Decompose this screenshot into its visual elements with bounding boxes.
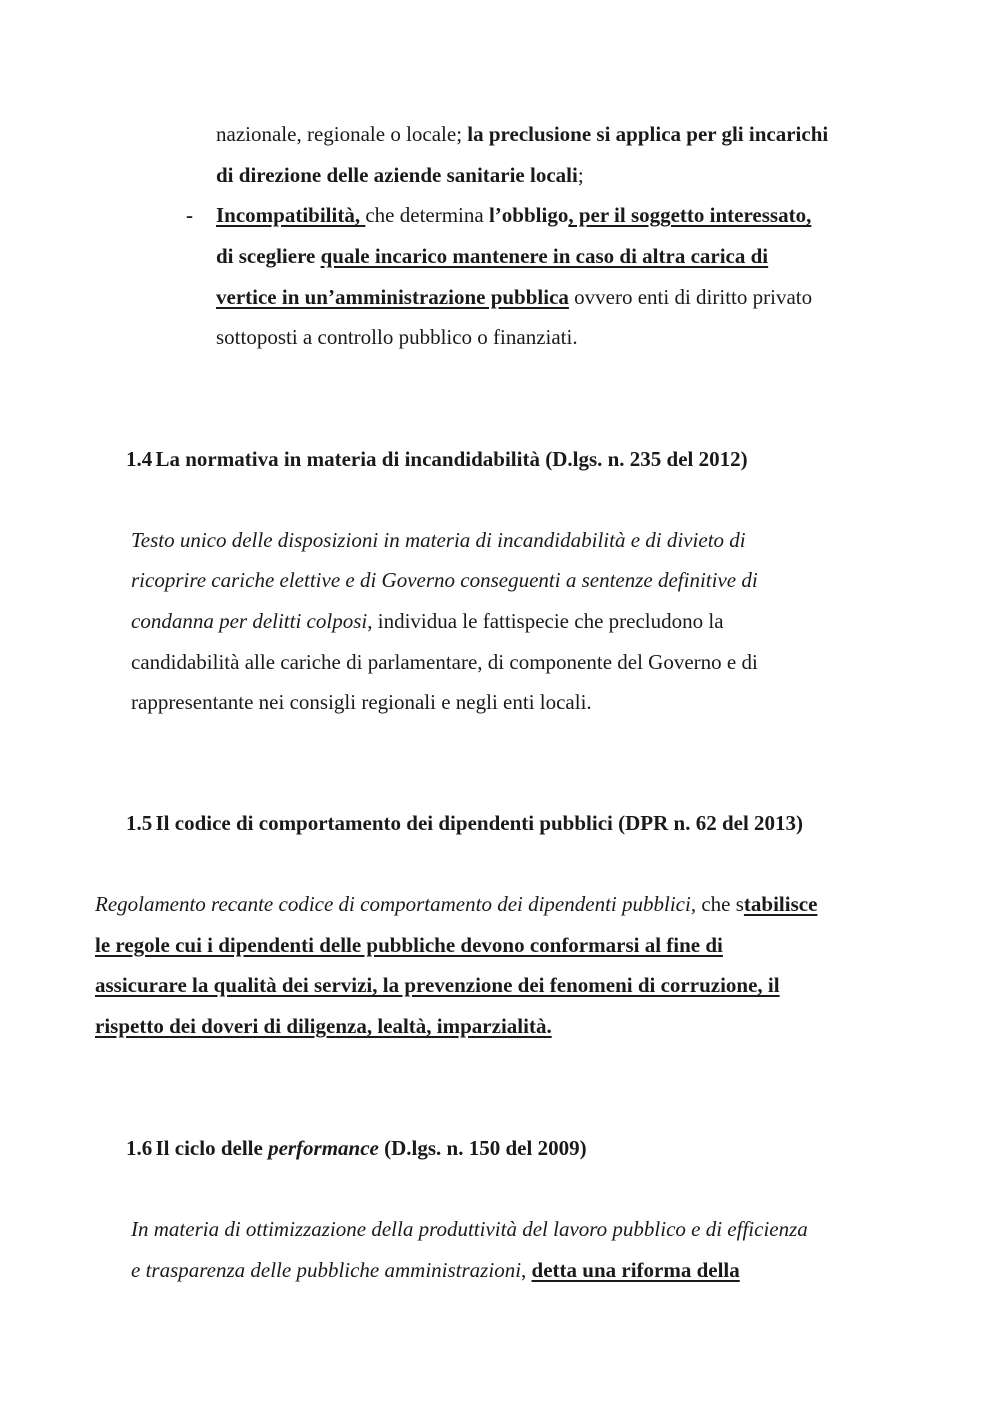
section-heading-1-4 <box>126 445 748 473</box>
text-run: , che s <box>690 892 744 916</box>
section-1-4-paragraph-line-1: Testo unico delle disposizioni in materia di incandidabilità e di divieto di <box>131 528 746 552</box>
section-title: La normativa in materia di incandidabilità (D.lgs. n. 235 del 2012) <box>155 447 748 471</box>
section-number: 1.6 <box>126 1136 153 1160</box>
section-1-4-paragraph-line-4: candidabilità alle cariche di parlamentare, di componente del Governo e di <box>131 650 758 674</box>
section-1-5-paragraph-line-3: assicurare la qualità dei servizi, la prevenzione dei fenomeni di corruzione, il <box>95 973 780 997</box>
bold-underlined-run: vertice in un’amministrazione pubblica <box>216 285 569 309</box>
list-item-incompatibilita-line-1 <box>216 201 811 229</box>
bold-text-run: l’obbligo <box>488 203 569 227</box>
bold-text-run: la preclusione si applica per gli incarichi <box>467 122 829 146</box>
section-1-6-paragraph-line-2 <box>131 1256 740 1284</box>
list-continuation-line-1 <box>216 120 828 148</box>
italic-text-run: condanna per delitti colposi <box>131 609 368 633</box>
italic-text-run: e trasparenza delle pubbliche amministrazioni <box>131 1258 522 1282</box>
section-1-4-paragraph-line-3 <box>131 607 724 635</box>
bold-text-run: di scegliere <box>216 244 321 268</box>
section-1-4-paragraph-line-5: rappresentante nei consigli regionali e negli enti locali. <box>131 690 592 714</box>
section-title: Il codice di comportamento dei dipendenti pubblici (DPR n. 62 del 2013) <box>155 811 804 835</box>
italic-text-run: Regolamento recante codice di comportamento dei dipendenti pubblici <box>95 892 691 916</box>
text-run: sottoposti a controllo pubblico o finanziati. <box>216 325 578 349</box>
list-bullet-dash: - <box>186 203 193 227</box>
term-incompatibilita: Incompatibilità, <box>216 203 366 227</box>
section-number: 1.5 <box>126 811 153 835</box>
bold-underlined-run: tabilisce <box>743 892 818 916</box>
section-heading-1-6 <box>126 1134 587 1162</box>
list-item-incompatibilita-line-2 <box>216 242 768 270</box>
list-item-incompatibilita-line-3 <box>216 283 812 311</box>
bold-underlined-run: , per il soggetto interessato, <box>568 203 812 227</box>
section-title-italic-part: performance <box>268 1136 379 1160</box>
text-run: che determina <box>365 203 489 227</box>
section-1-5-paragraph-line-4: rispetto dei doveri di diligenza, lealtà, imparzialità. <box>95 1014 552 1038</box>
list-item-incompatibilita-line-4 <box>216 323 578 351</box>
bold-text-run: di direzione delle aziende sanitarie locali <box>216 163 578 187</box>
text-run: ovvero enti di diritto privato <box>568 285 813 309</box>
bold-underlined-run: detta una riforma della <box>531 1258 740 1282</box>
bold-underlined-run: quale incarico mantenere in caso di altra carica di <box>320 244 769 268</box>
section-1-5-paragraph-line-2: le regole cui i dipendenti delle pubbliche devono conformarsi al fine di <box>95 933 723 957</box>
section-1-5-paragraph-line-1 <box>95 890 817 918</box>
section-title <box>156 1136 587 1160</box>
text-run: , <box>521 1258 532 1282</box>
list-continuation-line-2 <box>216 161 584 189</box>
section-heading-1-5 <box>126 809 803 837</box>
section-title-part: Il ciclo delle <box>155 1136 269 1160</box>
section-number: 1.4 <box>126 447 153 471</box>
section-title-part: (D.lgs. n. 150 del 2009) <box>378 1136 587 1160</box>
section-1-6-paragraph-line-1: In materia di ottimizzazione della produttività del lavoro pubblico e di efficienza <box>131 1217 808 1241</box>
text-run: , individua le fattispecie che precludono la <box>367 609 724 633</box>
section-1-4-paragraph-line-2: ricoprire cariche elettive e di Governo conseguenti a sentenze definitive di <box>131 568 758 592</box>
text-run: ; <box>577 163 584 187</box>
text-run: nazionale, regionale o locale; <box>216 122 468 146</box>
